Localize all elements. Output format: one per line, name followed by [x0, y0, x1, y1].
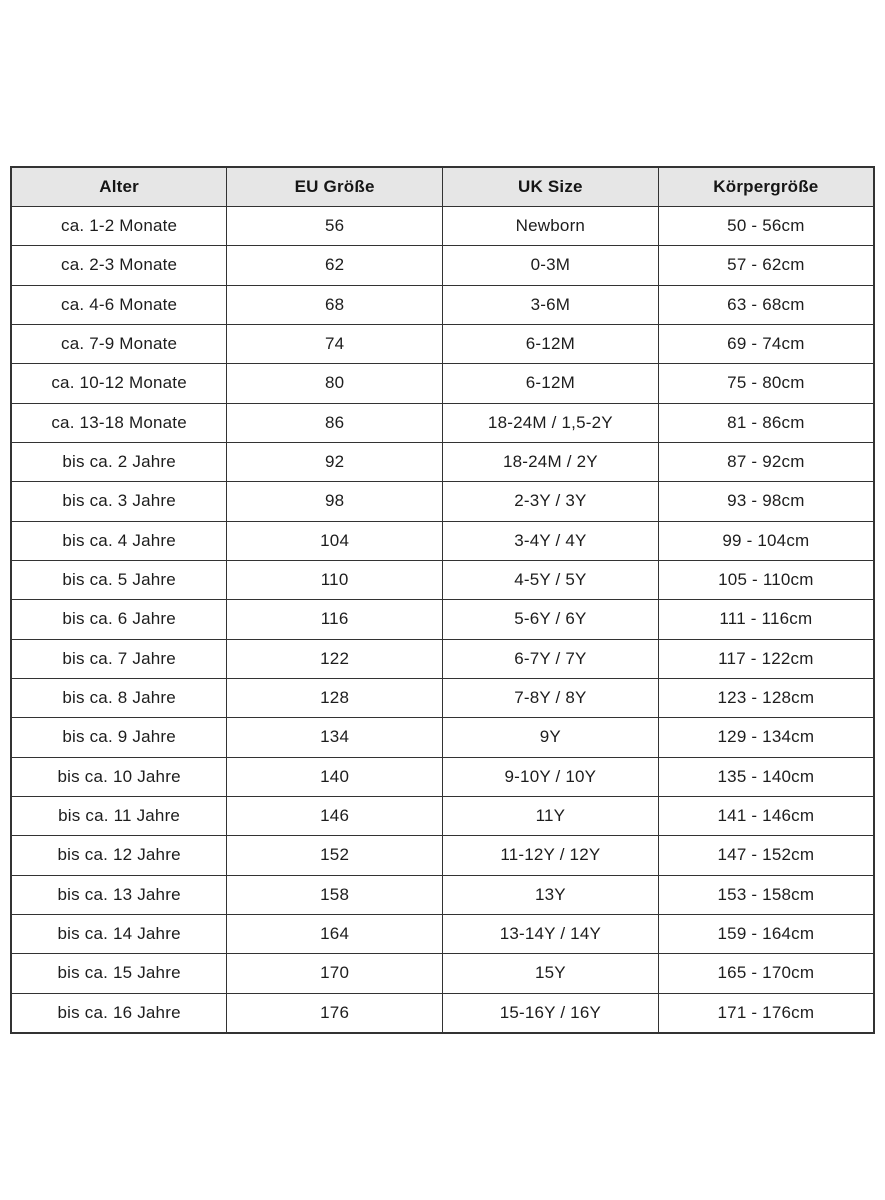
cell-uk-size: 15Y	[443, 954, 659, 993]
cell-uk-size: 6-7Y / 7Y	[443, 639, 659, 678]
table-row	[11, 246, 874, 285]
size-table-header	[11, 167, 874, 207]
size-table-body	[11, 207, 874, 1034]
cell-alter: bis ca. 15 Jahre	[11, 954, 227, 993]
cell-uk-size: 6-12M	[443, 324, 659, 363]
cell-alter: bis ca. 7 Jahre	[11, 639, 227, 678]
cell-alter: bis ca. 9 Jahre	[11, 718, 227, 757]
table-row	[11, 914, 874, 953]
cell-alter: bis ca. 13 Jahre	[11, 875, 227, 914]
cell-eu-groesse: 134	[227, 718, 443, 757]
table-row	[11, 324, 874, 363]
cell-koerpergroesse: 105 - 110cm	[658, 560, 874, 599]
column-header-alter: Alter	[11, 167, 227, 207]
cell-alter: bis ca. 16 Jahre	[11, 993, 227, 1033]
cell-koerpergroesse: 81 - 86cm	[658, 403, 874, 442]
header-row	[11, 167, 874, 207]
column-header-koerpergroesse: Körpergröße	[658, 167, 874, 207]
cell-uk-size: 2-3Y / 3Y	[443, 482, 659, 521]
table-row	[11, 403, 874, 442]
cell-alter: bis ca. 6 Jahre	[11, 600, 227, 639]
column-header-eu-groesse: EU Größe	[227, 167, 443, 207]
cell-alter: ca. 2-3 Monate	[11, 246, 227, 285]
cell-uk-size: 15-16Y / 16Y	[443, 993, 659, 1033]
size-chart-table	[10, 166, 875, 1034]
cell-koerpergroesse: 141 - 146cm	[658, 796, 874, 835]
table-row	[11, 678, 874, 717]
cell-eu-groesse: 56	[227, 207, 443, 246]
cell-alter: bis ca. 12 Jahre	[11, 836, 227, 875]
cell-koerpergroesse: 87 - 92cm	[658, 442, 874, 481]
cell-uk-size: 18-24M / 1,5-2Y	[443, 403, 659, 442]
table-row	[11, 875, 874, 914]
cell-koerpergroesse: 135 - 140cm	[658, 757, 874, 796]
cell-alter: bis ca. 14 Jahre	[11, 914, 227, 953]
cell-uk-size: 7-8Y / 8Y	[443, 678, 659, 717]
cell-eu-groesse: 68	[227, 285, 443, 324]
cell-koerpergroesse: 165 - 170cm	[658, 954, 874, 993]
cell-uk-size: 5-6Y / 6Y	[443, 600, 659, 639]
cell-uk-size: 6-12M	[443, 364, 659, 403]
cell-koerpergroesse: 147 - 152cm	[658, 836, 874, 875]
cell-alter: ca. 7-9 Monate	[11, 324, 227, 363]
cell-eu-groesse: 152	[227, 836, 443, 875]
table-row	[11, 442, 874, 481]
cell-eu-groesse: 74	[227, 324, 443, 363]
cell-uk-size: 11-12Y / 12Y	[443, 836, 659, 875]
cell-eu-groesse: 170	[227, 954, 443, 993]
cell-uk-size: 3-4Y / 4Y	[443, 521, 659, 560]
cell-eu-groesse: 98	[227, 482, 443, 521]
cell-eu-groesse: 86	[227, 403, 443, 442]
column-header-uk-size: UK Size	[443, 167, 659, 207]
cell-alter: bis ca. 5 Jahre	[11, 560, 227, 599]
table-row	[11, 207, 874, 246]
cell-koerpergroesse: 99 - 104cm	[658, 521, 874, 560]
cell-uk-size: 18-24M / 2Y	[443, 442, 659, 481]
cell-uk-size: 13Y	[443, 875, 659, 914]
cell-uk-size: 3-6M	[443, 285, 659, 324]
cell-eu-groesse: 92	[227, 442, 443, 481]
table-row	[11, 796, 874, 835]
cell-eu-groesse: 104	[227, 521, 443, 560]
cell-uk-size: Newborn	[443, 207, 659, 246]
cell-alter: bis ca. 2 Jahre	[11, 442, 227, 481]
table-row	[11, 364, 874, 403]
cell-koerpergroesse: 63 - 68cm	[658, 285, 874, 324]
cell-eu-groesse: 116	[227, 600, 443, 639]
cell-koerpergroesse: 111 - 116cm	[658, 600, 874, 639]
cell-koerpergroesse: 69 - 74cm	[658, 324, 874, 363]
cell-alter: ca. 10-12 Monate	[11, 364, 227, 403]
cell-eu-groesse: 122	[227, 639, 443, 678]
cell-eu-groesse: 80	[227, 364, 443, 403]
table-row	[11, 521, 874, 560]
cell-koerpergroesse: 50 - 56cm	[658, 207, 874, 246]
cell-uk-size: 11Y	[443, 796, 659, 835]
cell-alter: ca. 4-6 Monate	[11, 285, 227, 324]
cell-eu-groesse: 176	[227, 993, 443, 1033]
table-row	[11, 993, 874, 1033]
cell-alter: bis ca. 8 Jahre	[11, 678, 227, 717]
cell-koerpergroesse: 57 - 62cm	[658, 246, 874, 285]
cell-uk-size: 13-14Y / 14Y	[443, 914, 659, 953]
cell-alter: bis ca. 10 Jahre	[11, 757, 227, 796]
cell-uk-size: 9-10Y / 10Y	[443, 757, 659, 796]
cell-eu-groesse: 128	[227, 678, 443, 717]
cell-alter: bis ca. 3 Jahre	[11, 482, 227, 521]
table-row	[11, 718, 874, 757]
cell-koerpergroesse: 171 - 176cm	[658, 993, 874, 1033]
cell-uk-size: 0-3M	[443, 246, 659, 285]
table-row	[11, 482, 874, 521]
cell-koerpergroesse: 153 - 158cm	[658, 875, 874, 914]
cell-eu-groesse: 164	[227, 914, 443, 953]
table-row	[11, 639, 874, 678]
cell-eu-groesse: 158	[227, 875, 443, 914]
table-row	[11, 600, 874, 639]
cell-eu-groesse: 146	[227, 796, 443, 835]
cell-koerpergroesse: 117 - 122cm	[658, 639, 874, 678]
table-row	[11, 757, 874, 796]
cell-alter: bis ca. 11 Jahre	[11, 796, 227, 835]
cell-koerpergroesse: 75 - 80cm	[658, 364, 874, 403]
cell-koerpergroesse: 93 - 98cm	[658, 482, 874, 521]
cell-koerpergroesse: 123 - 128cm	[658, 678, 874, 717]
table-row	[11, 954, 874, 993]
table-row	[11, 285, 874, 324]
table-row	[11, 560, 874, 599]
cell-eu-groesse: 140	[227, 757, 443, 796]
cell-uk-size: 4-5Y / 5Y	[443, 560, 659, 599]
cell-alter: ca. 1-2 Monate	[11, 207, 227, 246]
table-row	[11, 836, 874, 875]
cell-alter: bis ca. 4 Jahre	[11, 521, 227, 560]
cell-alter: ca. 13-18 Monate	[11, 403, 227, 442]
cell-eu-groesse: 62	[227, 246, 443, 285]
cell-koerpergroesse: 129 - 134cm	[658, 718, 874, 757]
cell-eu-groesse: 110	[227, 560, 443, 599]
cell-koerpergroesse: 159 - 164cm	[658, 914, 874, 953]
cell-uk-size: 9Y	[443, 718, 659, 757]
